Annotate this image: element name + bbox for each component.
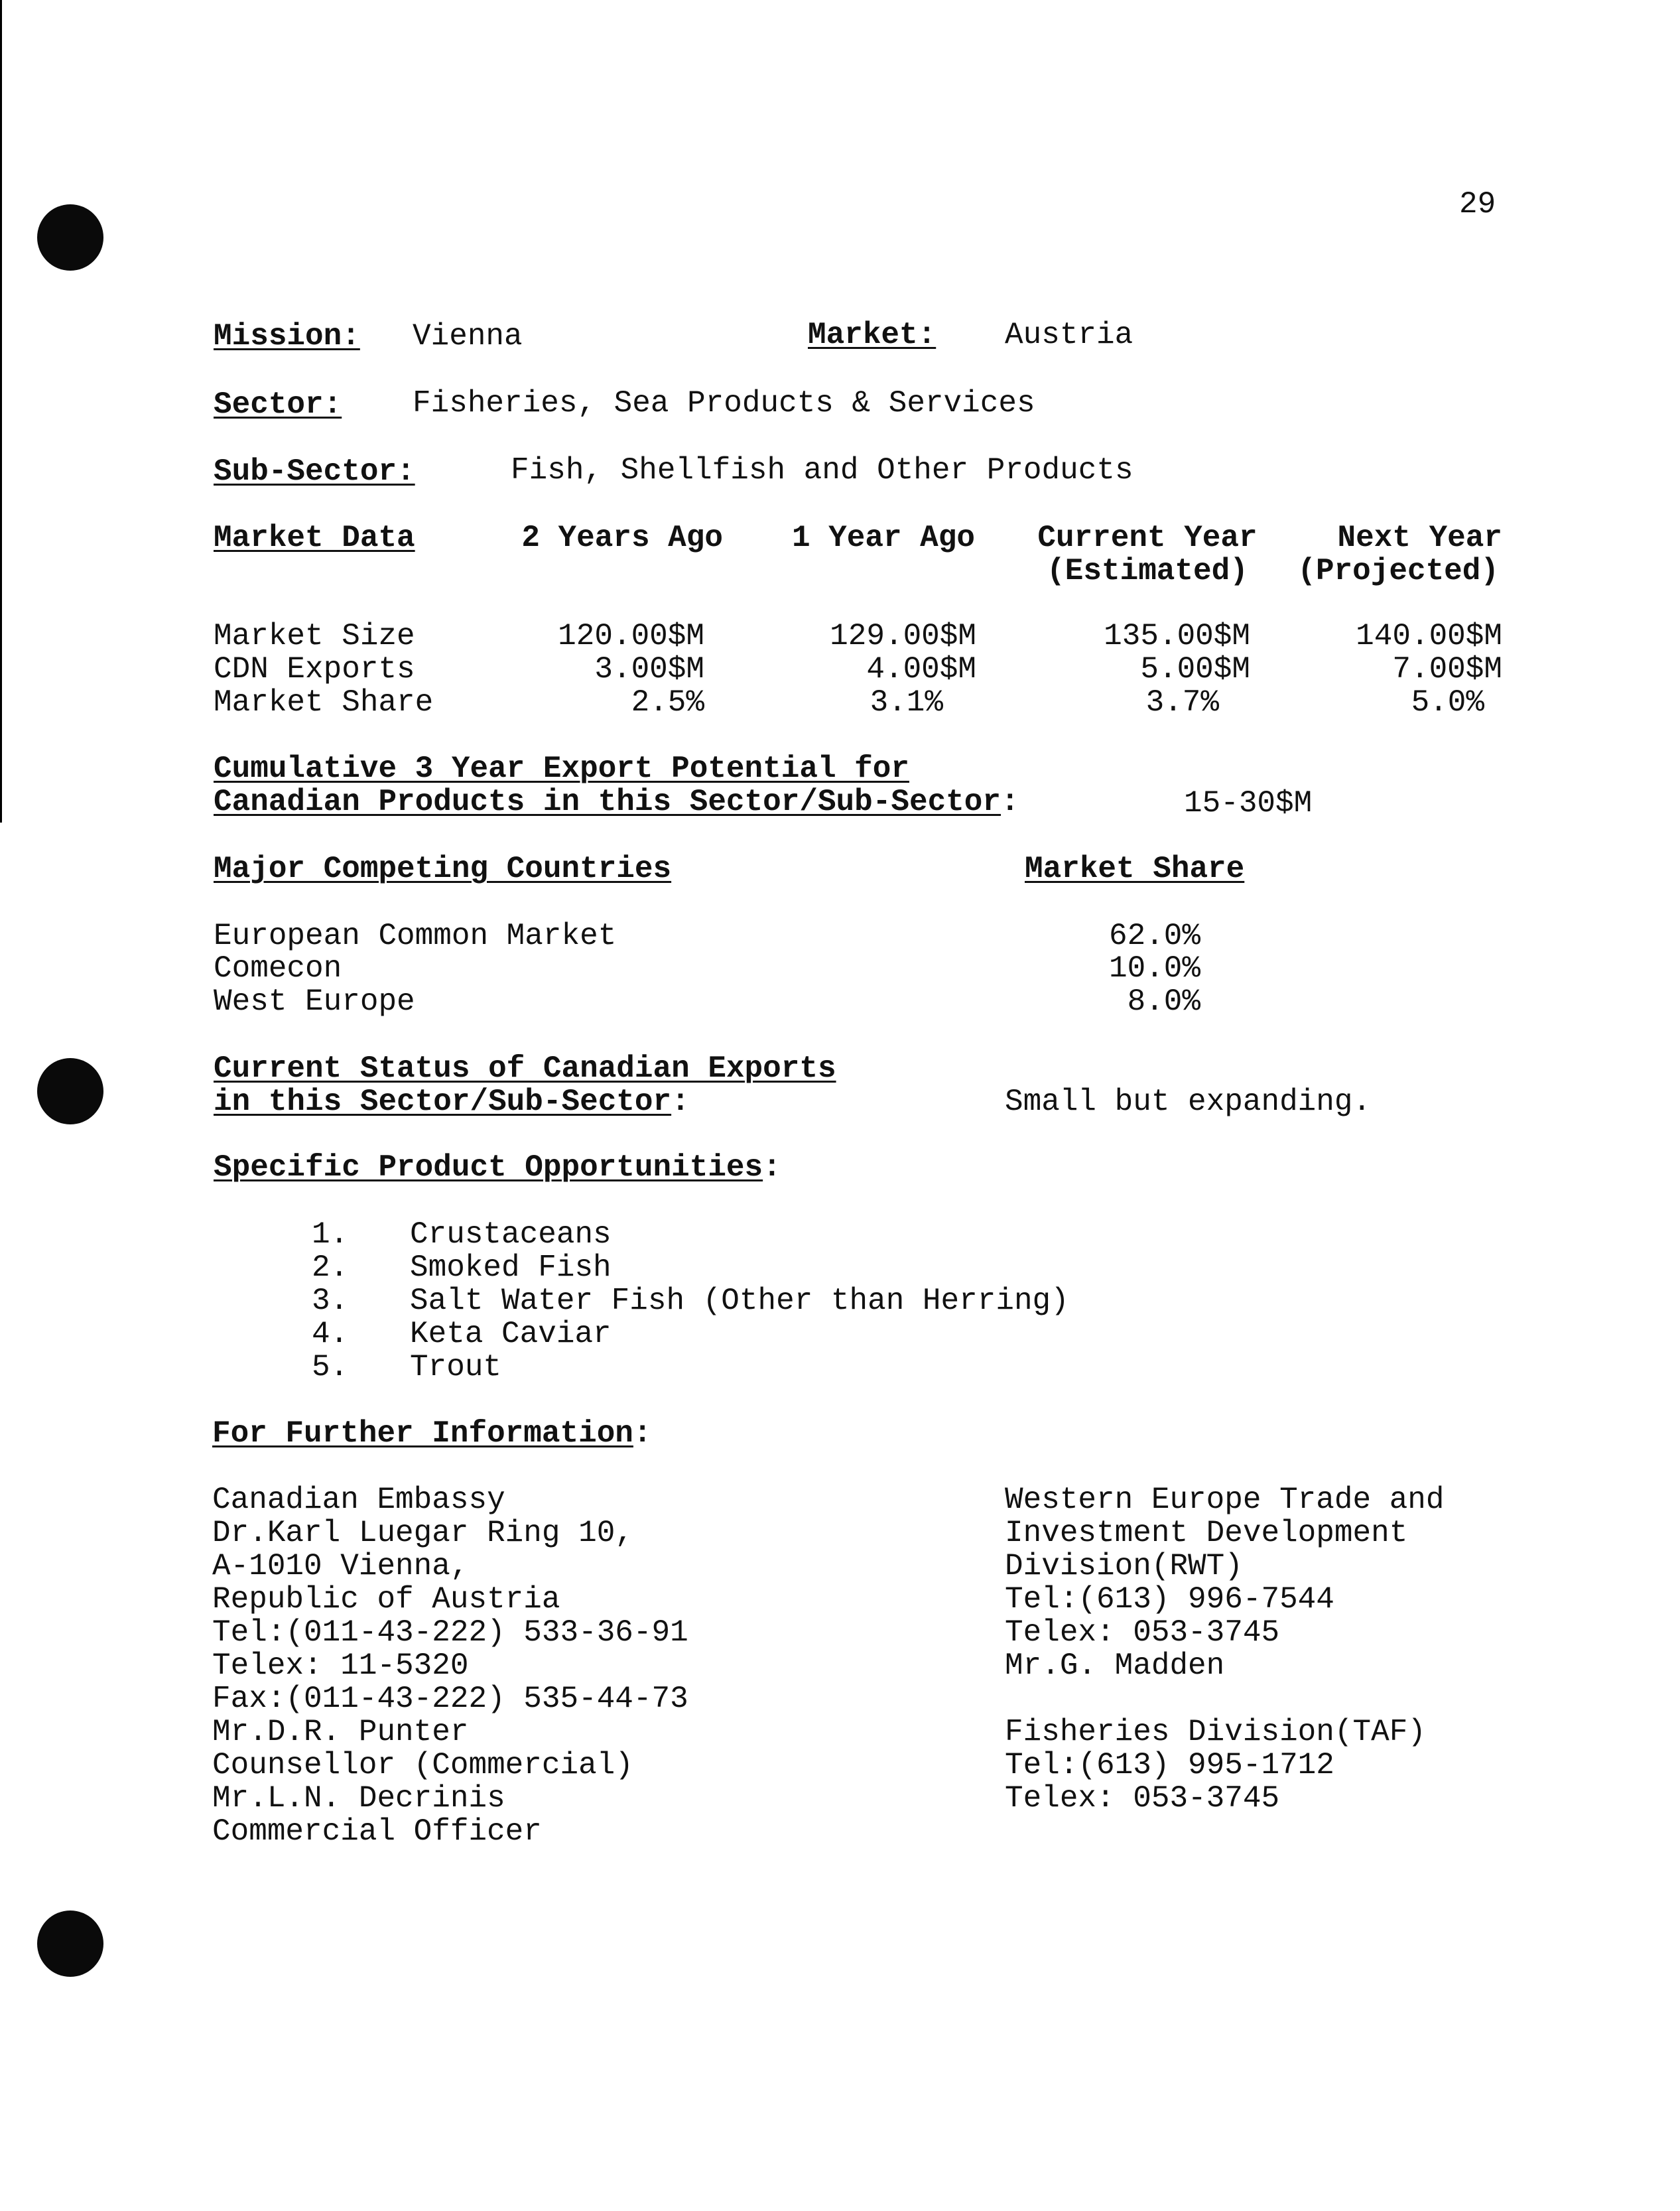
cell-market-size-cur: 135.00$M — [1104, 619, 1250, 653]
export-potential-label-line2 — [214, 787, 1019, 817]
punch-hole-bottom — [37, 1910, 103, 1977]
embassy-address-line: Fax:(011-43-222) 535-44-73 — [212, 1682, 688, 1716]
cell-market-size-2y: 120.00$M — [558, 619, 704, 653]
col-header-next-year-sub: (Projected) — [1297, 554, 1499, 588]
cell-market-share-2y: 2.5% — [631, 685, 704, 720]
embassy-address-line: Telex: 11-5320 — [212, 1648, 469, 1683]
mission-value: Vienna — [413, 319, 523, 354]
col-header-1-year-ago: 1 Year Ago — [791, 521, 975, 555]
col-header-current-year-sub: (Estimated) — [1047, 554, 1248, 588]
embassy-address-line: Tel:(011-43-222) 533-36-91 — [212, 1615, 688, 1650]
cell-cdn-exports-2y: 3.00$M — [594, 652, 704, 687]
list-item-number: 2. — [312, 1250, 349, 1285]
rwt-contact-line: Tel:(613) 996-7544 — [1005, 1582, 1334, 1617]
rwt-contact-line: Division(RWT) — [1005, 1549, 1243, 1583]
row-label-market-share: Market Share — [214, 685, 434, 720]
cell-market-size-1y: 129.00$M — [830, 619, 976, 653]
market-data-title: Market Data — [214, 521, 415, 555]
list-item-number: 4. — [312, 1317, 349, 1351]
list-item-text: Keta Caviar — [410, 1317, 612, 1351]
competitor-name: West Europe — [214, 984, 415, 1019]
cell-market-size-next: 140.00$M — [1356, 619, 1502, 653]
current-status-label-line1: Current Status of Canadian Exports — [214, 1051, 836, 1086]
competitor-name: European Common Market — [214, 919, 617, 953]
export-potential-colon: : — [1001, 785, 1019, 819]
list-item-text: Salt Water Fish (Other than Herring) — [410, 1284, 1069, 1318]
export-potential-label-line2-text: Canadian Products in this Sector/Sub-Sector — [214, 785, 1001, 819]
mission-label: Mission: — [214, 319, 360, 354]
col-header-next-year: Next Year — [1337, 521, 1502, 555]
opportunities-title-text: Specific Product Opportunities — [214, 1150, 763, 1185]
current-status-label-line2-text: in this Sector/Sub-Sector — [214, 1085, 672, 1119]
cell-market-share-1y: 3.1% — [870, 685, 943, 720]
competitor-share: 10.0% — [1108, 951, 1200, 986]
further-info-title — [212, 1418, 652, 1449]
competitor-name: Comecon — [214, 951, 342, 986]
current-status-value: Small but expanding. — [1005, 1085, 1372, 1119]
cell-cdn-exports-1y: 4.00$M — [866, 652, 976, 687]
export-potential-label-line1: Cumulative 3 Year Export Potential for — [214, 752, 909, 786]
cell-market-share-cur: 3.7% — [1145, 685, 1219, 720]
col-header-2-years-ago: 2 Years Ago — [521, 521, 723, 555]
competitor-share: 62.0% — [1108, 919, 1200, 953]
page-number: 29 — [1459, 187, 1496, 222]
opportunities-title — [214, 1152, 781, 1183]
embassy-address-line: Dr.Karl Luegar Ring 10, — [212, 1516, 633, 1550]
list-item-number: 3. — [312, 1284, 349, 1318]
taf-contact-line: Telex: 053-3745 — [1005, 1781, 1280, 1816]
market-value: Austria — [1005, 318, 1133, 352]
further-info-colon: : — [633, 1416, 652, 1451]
list-item-number: 5. — [312, 1350, 349, 1384]
current-status-label-line2 — [214, 1087, 690, 1117]
export-potential-value: 15-30$M — [1184, 786, 1313, 821]
taf-contact-line: Tel:(613) 995-1712 — [1005, 1748, 1334, 1782]
punch-hole-top — [37, 204, 103, 271]
sub-sector-label: Sub-Sector: — [214, 454, 415, 489]
embassy-address-line: Counsellor (Commercial) — [212, 1748, 633, 1782]
embassy-address-line: Republic of Austria — [212, 1582, 560, 1617]
list-item-text: Trout — [410, 1350, 502, 1384]
embassy-address-line: Canadian Embassy — [212, 1483, 505, 1517]
list-item-text: Crustaceans — [410, 1217, 612, 1252]
row-label-market-size: Market Size — [214, 619, 415, 653]
row-label-cdn-exports: CDN Exports — [214, 652, 415, 687]
list-item-text: Smoked Fish — [410, 1250, 612, 1285]
punch-hole-middle — [37, 1058, 103, 1124]
cell-cdn-exports-cur: 5.00$M — [1140, 652, 1250, 687]
further-info-title-text: For Further Information — [212, 1416, 633, 1451]
competitors-share-title: Market Share — [1025, 852, 1245, 886]
rwt-contact-line: Mr.G. Madden — [1005, 1648, 1225, 1683]
rwt-contact-line: Investment Development — [1005, 1516, 1408, 1550]
sector-value: Fisheries, Sea Products & Services — [413, 386, 1035, 421]
sub-sector-value: Fish, Shellfish and Other Products — [511, 453, 1133, 488]
embassy-address-line: Mr.L.N. Decrinis — [212, 1781, 505, 1816]
col-header-current-year: Current Year — [1037, 521, 1258, 555]
taf-contact-line: Fisheries Division(TAF) — [1005, 1715, 1426, 1749]
binder-edge-line — [0, 0, 2, 823]
rwt-contact-line: Telex: 053-3745 — [1005, 1615, 1280, 1650]
current-status-colon: : — [671, 1085, 690, 1119]
cell-market-share-next: 5.0% — [1411, 685, 1484, 720]
competitor-share: 8.0% — [1127, 984, 1200, 1019]
embassy-address-line: A-1010 Vienna, — [212, 1549, 469, 1583]
cell-cdn-exports-next: 7.00$M — [1392, 652, 1502, 687]
embassy-address-line: Mr.D.R. Punter — [212, 1715, 469, 1749]
competitors-title: Major Competing Countries — [214, 852, 672, 886]
list-item-number: 1. — [312, 1217, 349, 1252]
rwt-contact-line: Western Europe Trade and — [1005, 1483, 1445, 1517]
sector-label: Sector: — [214, 387, 342, 422]
opportunities-colon: : — [763, 1150, 781, 1185]
embassy-address-line: Commercial Officer — [212, 1814, 542, 1849]
market-label: Market: — [808, 318, 937, 352]
